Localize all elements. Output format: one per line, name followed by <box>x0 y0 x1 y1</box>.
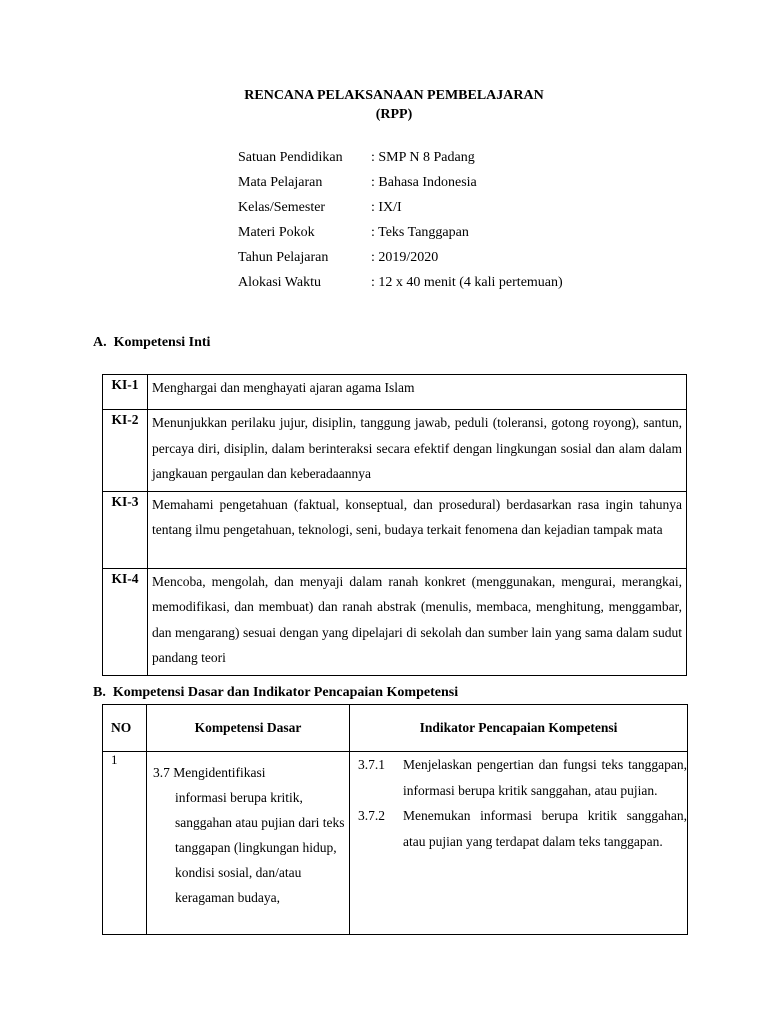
table-row <box>103 375 687 410</box>
info-row <box>238 270 563 295</box>
ki-code: KI-2 <box>103 410 148 492</box>
table-row <box>103 491 687 568</box>
ipk-cell <box>350 752 688 935</box>
kd-number-title: 3.7 Mengidentifikasi <box>153 765 266 780</box>
column-header-kd: Kompetensi Dasar <box>147 705 350 752</box>
info-value: : SMP N 8 Padang <box>371 149 475 165</box>
info-label: Kelas/Semester <box>238 199 326 215</box>
ki-code: KI-3 <box>103 491 148 568</box>
info-row <box>238 245 563 270</box>
info-value: : IX/I <box>371 199 402 215</box>
info-row <box>238 170 563 195</box>
info-row <box>238 220 563 245</box>
table-header-row <box>103 705 688 752</box>
ki-description: Menunjukkan perilaku jujur, disiplin, tanggung jawab, peduli (toleransi, gotong royong), santun, percaya diri, disiplin, dalam berinteraksi secara efektif dengan lingkungan sosial dan alam dalam jangkauan pergaulan dan keberadaannya <box>148 410 687 492</box>
info-value: : 12 x 40 menit (4 kali pertemuan) <box>371 274 563 290</box>
kd-cell <box>147 752 350 935</box>
info-label: Mata Pelajaran <box>238 174 323 190</box>
info-value: : Teks Tanggapan <box>371 224 469 240</box>
info-row <box>238 145 563 170</box>
info-label: Materi Pokok <box>238 224 315 240</box>
info-value: : Bahasa Indonesia <box>371 174 477 190</box>
info-value: : 2019/2020 <box>371 249 439 265</box>
ki-description: Memahami pengetahuan (faktual, konseptual, dan prosedural) berdasarkan rasa ingin tahunya tentang ilmu pengetahuan, teknologi, seni, budaya terkait fenomena dan kejadian tampak mata <box>148 491 687 568</box>
kompetensi-inti-table <box>102 374 687 676</box>
indicator-number: 3.7.2 <box>358 808 385 823</box>
ki-code: KI-1 <box>103 375 148 410</box>
table-row <box>103 568 687 675</box>
indicator-item <box>358 803 687 854</box>
indicator-number: 3.7.1 <box>358 757 385 772</box>
info-label: Tahun Pelajaran <box>238 249 329 265</box>
document-subtitle: (RPP) <box>375 107 413 122</box>
indicator-text: Menjelaskan pengertian dan fungsi teks tanggapan, informasi berupa kritik sanggahan, atau pujian. <box>403 757 687 798</box>
table-row <box>103 752 688 935</box>
ki-code: KI-4 <box>103 568 148 675</box>
section-b-heading: B. Kompetensi Dasar dan Indikator Pencapaian Kompetensi <box>93 685 459 700</box>
info-row <box>238 195 563 220</box>
row-number: 1 <box>103 752 147 935</box>
identity-table <box>238 145 563 295</box>
kompetensi-dasar-table <box>102 704 688 935</box>
column-header-ipk: Indikator Pencapaian Kompetensi <box>350 705 688 752</box>
info-label: Alokasi Waktu <box>238 274 321 290</box>
info-label: Satuan Pendidikan <box>238 149 343 165</box>
document-title: RENCANA PELAKSANAAN PEMBELAJARAN <box>244 88 544 103</box>
table-row <box>103 410 687 492</box>
kd-description: informasi berupa kritik, sanggahan atau pujian dari teks tanggapan (lingkungan hidup, kondisi sosial, dan/atau keragaman budaya, <box>175 790 345 905</box>
section-a-heading: A. Kompetensi Inti <box>93 335 211 350</box>
indicator-text: Menemukan informasi berupa kritik sanggahan, atau pujian yang terdapat dalam teks tanggapan. <box>403 808 687 849</box>
column-header-no: NO <box>103 705 147 752</box>
ki-description: Mencoba, mengolah, dan menyaji dalam ranah konkret (menggunakan, mengurai, merangkai, memodifikasi, dan membuat) dan ranah abstrak (menulis, membaca, menghitung, menggambar, dan mengarang) sesuai dengan yang dipelajari di sekolah dan sumber lain yang sama dalam sudut pandang teori <box>148 568 687 675</box>
ki-description: Menghargai dan menghayati ajaran agama Islam <box>148 375 687 410</box>
indicator-item <box>358 752 687 803</box>
